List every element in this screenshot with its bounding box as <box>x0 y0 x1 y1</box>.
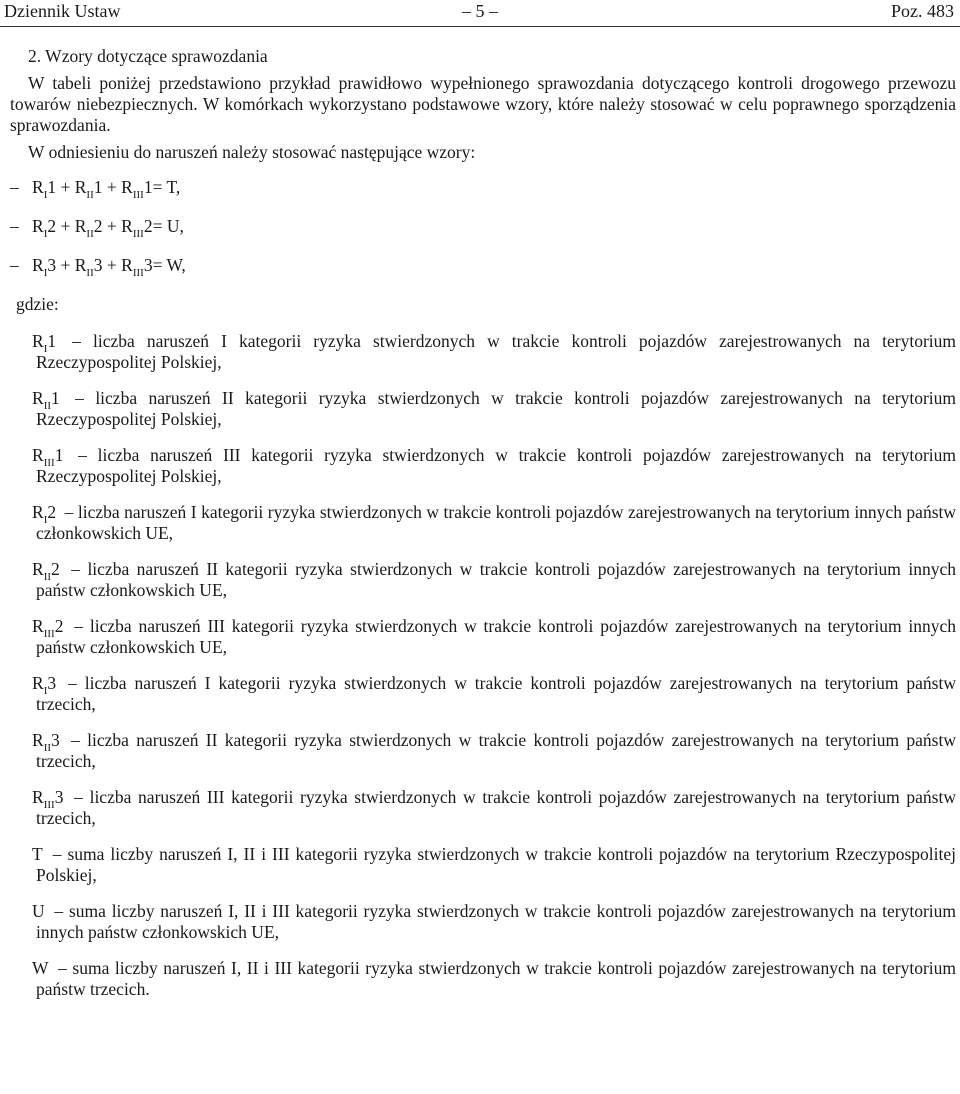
dash <box>10 502 32 523</box>
definition-subscript: II <box>43 400 52 412</box>
definition-text: liczba naruszeń I kategorii ryzyka stwierdzonych w trakcie kontroli pojazdów zarejestrowanych na terytorium państw trzecich, <box>36 673 956 714</box>
dash <box>10 901 32 922</box>
definition-symbol: $R_{II}2$ <box>32 559 60 583</box>
formula-3: – $R_I3 + R_{II}3 + R_{III}3= W$, <box>10 255 186 279</box>
formula-subscript: III <box>132 189 144 201</box>
definition-item: W – suma liczby naruszeń I, II i III kategorii ryzyka stwierdzonych w trakcie kontroli pojazdów zarejestrowanych na terytorium państw trzecich. <box>10 958 956 1000</box>
definition-subscript: III <box>43 457 55 469</box>
dash <box>10 673 32 694</box>
dash <box>10 844 32 865</box>
publication-name: Dziennik Ustaw <box>4 1 121 21</box>
definition-subscript: II <box>43 742 52 754</box>
gdzie-label: gdzie: <box>16 294 59 314</box>
formula-subscript: I <box>43 267 48 279</box>
page-number: – 5 – <box>462 1 498 21</box>
definition-symbol: W <box>32 958 49 978</box>
definition-subscript: III <box>43 799 55 811</box>
definition-subscript: II <box>43 571 52 583</box>
formula-subscript: III <box>132 228 144 240</box>
definition-text: suma liczby naruszeń I, II i III kategorii ryzyka stwierdzonych w trakcie kontroli pojazdów zarejestrowanych na terytorium państw trzecich. <box>36 958 956 999</box>
definition-item: $R_{II}1$ – liczba naruszeń II kategorii ryzyka stwierdzonych w trakcie kontroli pojazdów zarejestrowanych na terytorium Rzeczypospolitej Polskiej, <box>10 388 956 430</box>
definition-subscript: III <box>43 628 55 640</box>
definition-text: liczba naruszeń II kategorii ryzyka stwierdzonych w trakcie kontroli pojazdów zarejestrowanych na terytorium Rzeczypospolitej Polskiej, <box>36 388 957 429</box>
definition-text: liczba naruszeń I kategorii ryzyka stwierdzonych w trakcie kontroli pojazdów zarejestrowanych na terytorium Rzeczypospolitej Polskiej, <box>36 331 956 372</box>
definition-item: $R_I2$ – liczba naruszeń I kategorii ryzyka stwierdzonych w trakcie kontroli pojazdów zarejestrowanych na terytorium innych państw członkowskich UE, <box>10 502 956 544</box>
definition-symbol: $R_{III}2$ <box>32 616 64 640</box>
definition-item: $R_I1$ – liczba naruszeń I kategorii ryzyka stwierdzonych w trakcie kontroli pojazdów zarejestrowanych na terytorium Rzeczypospolitej Polskiej, <box>10 331 956 373</box>
definition-symbol: T <box>32 844 43 864</box>
lead-paragraph: W odniesieniu do naruszeń należy stosować następujące wzory: <box>28 142 476 162</box>
definition-symbol: $R_{II}3$ <box>32 730 60 754</box>
definition-item: T – suma liczby naruszeń I, II i III kategorii ryzyka stwierdzonych w trakcie kontroli pojazdów na terytorium Rzeczypospolitej Polskiej, <box>10 844 956 886</box>
definition-symbol: $R_{III}1$ <box>32 445 64 469</box>
dash <box>10 388 32 409</box>
formula-subscript: III <box>132 267 144 279</box>
definition-symbol: $R_I3$ <box>32 673 57 697</box>
formula-subscript: II <box>86 189 94 201</box>
definition-item: $R_{II}2$ – liczba naruszeń II kategorii ryzyka stwierdzonych w trakcie kontroli pojazdów zarejestrowanych na terytorium innych państw członkowskich UE, <box>10 559 956 601</box>
definition-symbol: $R_{III}3$ <box>32 787 64 811</box>
definition-item: $R_{III}3$ – liczba naruszeń III kategorii ryzyka stwierdzonych w trakcie kontroli pojazdów zarejestrowanych na terytorium państw trzecich, <box>10 787 956 829</box>
dash: – <box>10 216 19 236</box>
definition-subscript: I <box>43 514 48 526</box>
dash <box>10 445 32 466</box>
page-header <box>0 0 960 26</box>
definition-symbol: $R_I2$ <box>32 502 57 526</box>
dash: – <box>10 177 19 197</box>
definition-text: suma liczby naruszeń I, II i III kategorii ryzyka stwierdzonych w trakcie kontroli pojazdów na terytorium Rzeczypospolitej Polskiej, <box>36 844 956 885</box>
definition-text: liczba naruszeń III kategorii ryzyka stwierdzonych w trakcie kontroli pojazdów zarejestrowanych na terytorium państw trzecich, <box>36 787 956 828</box>
definition-item: $R_I3$ – liczba naruszeń I kategorii ryzyka stwierdzonych w trakcie kontroli pojazdów zarejestrowanych na terytorium państw trzecich, <box>10 673 956 715</box>
dash <box>10 958 32 979</box>
formula-result: T <box>166 177 176 197</box>
definition-text: suma liczby naruszeń I, II i III kategorii ryzyka stwierdzonych w trakcie kontroli pojazdów zarejestrowanych na terytorium innych państw członkowskich UE, <box>36 901 957 942</box>
document-body <box>10 46 956 1015</box>
formula-list <box>10 177 956 279</box>
definition-text: liczba naruszeń III kategorii ryzyka stwierdzonych w trakcie kontroli pojazdów zarejestrowanych na terytorium Rzeczypospolitej Polskiej, <box>36 445 957 486</box>
dash <box>10 331 32 352</box>
formula-subscript: II <box>86 267 94 279</box>
formula-result: W <box>166 255 182 275</box>
formula-2: – $R_I2 + R_{II}2 + R_{III}2= U$, <box>10 216 184 240</box>
definition-item: $R_{III}2$ – liczba naruszeń III kategorii ryzyka stwierdzonych w trakcie kontroli pojazdów zarejestrowanych na terytorium innych państw członkowskich UE, <box>10 616 956 658</box>
dash: – <box>10 255 19 275</box>
definition-text: liczba naruszeń I kategorii ryzyka stwierdzonych w trakcie kontroli pojazdów zarejestrowanych na terytorium innych państw członkowskich UE, <box>36 502 957 543</box>
section-title: 2. Wzory dotyczące sprawozdania <box>28 46 268 66</box>
formula-subscript: II <box>86 228 94 240</box>
dash <box>10 730 32 751</box>
definition-item: $R_{II}3$ – liczba naruszeń II kategorii ryzyka stwierdzonych w trakcie kontroli pojazdów zarejestrowanych na terytorium państw trzecich, <box>10 730 956 772</box>
header-rule <box>0 26 960 27</box>
definition-symbol: U <box>32 901 45 921</box>
definition-symbol: $R_I1$ <box>32 331 57 355</box>
definition-list <box>10 331 956 1000</box>
definition-text: liczba naruszeń II kategorii ryzyka stwierdzonych w trakcie kontroli pojazdów zarejestrowanych na terytorium innych państw członkowskich UE, <box>36 559 957 600</box>
definition-subscript: I <box>43 685 48 697</box>
dash <box>10 787 32 808</box>
dash <box>10 616 32 637</box>
intro-paragraph: W tabeli poniżej przedstawiono przykład prawidłowo wypełnionego sprawozdania dotyczącego kontroli drogowego przewozu towarów niebezpiecznych. W komórkach wykorzystano podstawowe wzory, które należy stosować w celu poprawnego sporządzenia sprawozdania. <box>10 73 956 135</box>
position-number: Poz. 483 <box>891 1 954 21</box>
definition-item: U – suma liczby naruszeń I, II i III kategorii ryzyka stwierdzonych w trakcie kontroli pojazdów zarejestrowanych na terytorium innych państw członkowskich UE, <box>10 901 956 943</box>
formula-1: – $R_I1 + R_{II}1 + R_{III}1= T$, <box>10 177 181 201</box>
definition-text: liczba naruszeń III kategorii ryzyka stwierdzonych w trakcie kontroli pojazdów zarejestrowanych na terytorium innych państw członkowskich UE, <box>36 616 957 657</box>
definition-item: $R_{III}1$ – liczba naruszeń III kategorii ryzyka stwierdzonych w trakcie kontroli pojazdów zarejestrowanych na terytorium Rzeczypospolitej Polskiej, <box>10 445 956 487</box>
formula-result: U <box>166 216 180 236</box>
definition-subscript: I <box>43 343 48 355</box>
formula-subscript: I <box>43 228 48 240</box>
dash <box>10 559 32 580</box>
definition-text: liczba naruszeń II kategorii ryzyka stwierdzonych w trakcie kontroli pojazdów zarejestrowanych na terytorium państw trzecich, <box>36 730 956 771</box>
definition-symbol: $R_{II}1$ <box>32 388 60 412</box>
formula-subscript: I <box>43 189 48 201</box>
